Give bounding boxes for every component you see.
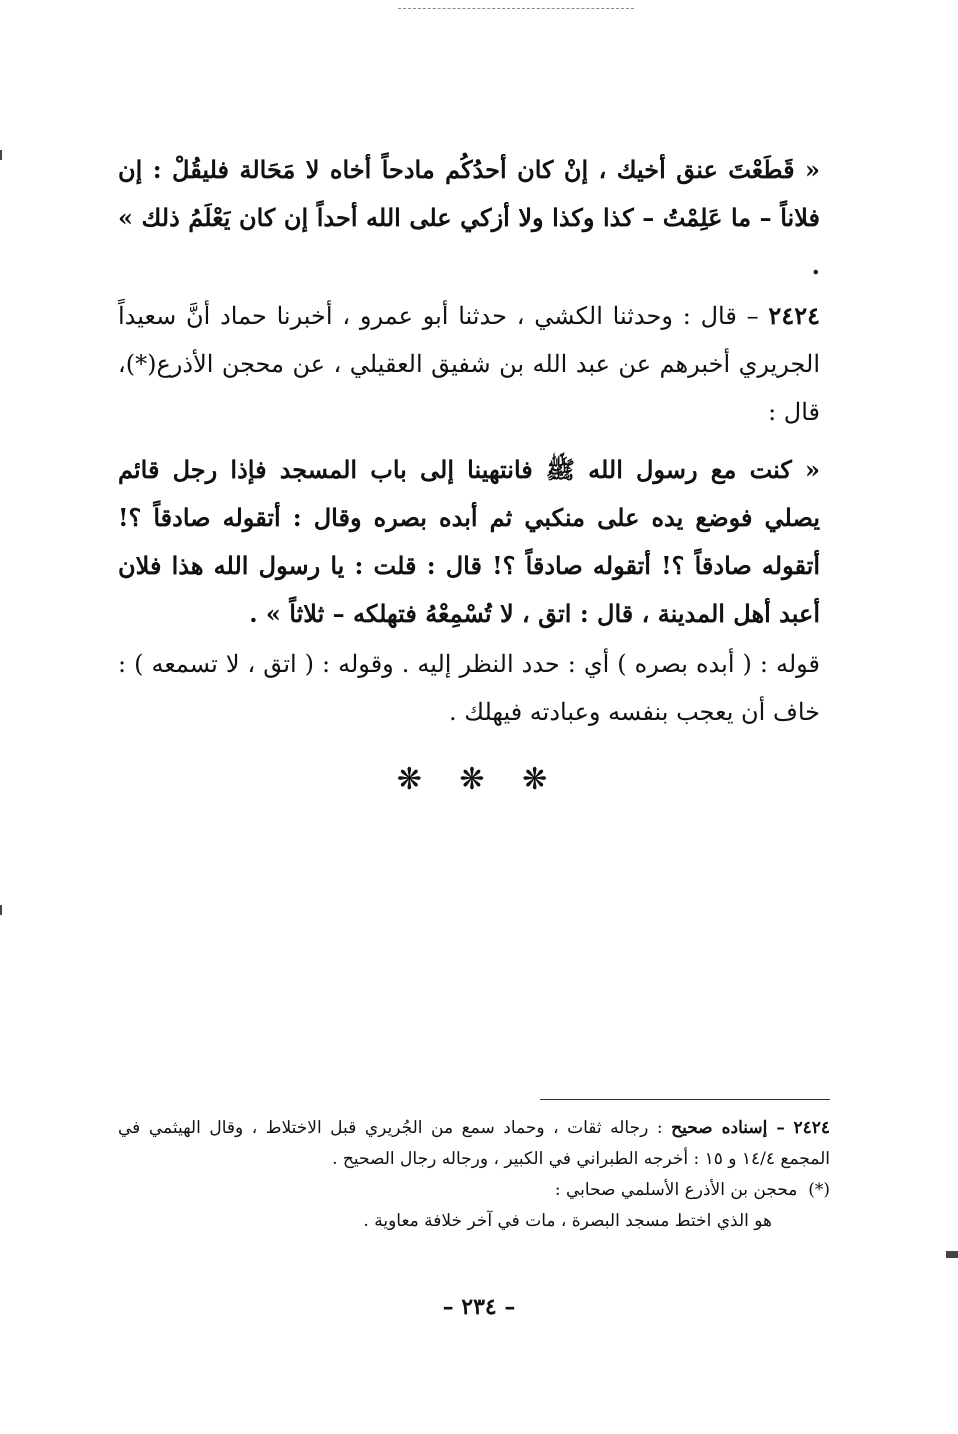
scan-mark-right	[946, 1251, 958, 1258]
footnote-1-label: – إسناده صحيح	[671, 1118, 785, 1138]
isnad-paragraph	[118, 292, 820, 436]
footnote-2-text: محجن بن الأذرع الأسلمي صحابي :	[554, 1180, 798, 1200]
isnad-block	[118, 292, 820, 436]
hadith-text-1: « قَطَعْتَ عنق أخيك ، إنْ كان أحدُكُم مادحاً أخاه لا مَحَالة فليقُلْ : إن فلاناً – ما عَلِمْتُ – كذا وكذا ولا أزكي على الله أحداً إن كان يَعْلَمُ ذلك » .	[118, 155, 820, 280]
page-number: – ٢٣٤ –	[442, 1294, 516, 1320]
section-separator: ❋ ❋ ❋	[396, 762, 562, 797]
scan-mark-left-bottom	[0, 905, 2, 915]
footnote-2-continuation: هو الذي اختط مسجد البصرة ، مات في آخر خلافة معاوية .	[363, 1211, 772, 1231]
footnote-1-number: ٢٤٢٤	[793, 1118, 830, 1138]
footnote-rule	[540, 1099, 830, 1100]
footnote-2	[118, 1175, 830, 1206]
hadith-text-block	[118, 446, 820, 638]
hadith-number: ٢٤٢٤	[768, 301, 820, 330]
commentary-block	[118, 640, 820, 736]
main-text-block	[118, 146, 820, 290]
commentary-paragraph: قوله : ( أبده بصره ) أي : حدد النظر إليه . وقوله : ( اتق ، لا تسمعه ) : خاف أن يعجب بنفسه وعبادته فيهلك .	[118, 650, 820, 726]
top-dashed-rule	[398, 8, 634, 9]
footnote-1-text: : رجاله ثقات ، وحماد سمع من الجُريري قبل الاختلاط ، وقال الهيثمي في المجمع ١٤/٤ و ١٥ : أخرجه الطبراني في الكبير ، ورجاله رجال الصحيح .	[118, 1118, 830, 1169]
scan-mark-left-top	[0, 150, 2, 160]
footnote-1	[118, 1113, 830, 1175]
footnotes-block	[118, 1113, 830, 1237]
footnote-2-marker: (*)	[808, 1180, 830, 1200]
isnad-text: – قال : وحدثنا الكشي ، حدثنا أبو عمرو ، أخبرنا حماد أنَّ سعيداً الجريري أخبرهم عن عبد الله بن شفيق العقيلي ، عن محجن الأذرع(*)، قال :	[118, 302, 820, 426]
hadith-text-2: « كنت مع رسول الله ﷺ فانتهينا إلى باب المسجد فإذا رجل قائم يصلي فوضع يده على منكبي ثم أبده بصره وقال : أتقوله صادقاً ؟! أتقوله صادقاً ؟! أتقوله صادقاً ؟! قال : قلت : يا رسول الله هذا فلان أعبد أهل المدينة ، قال : اتق ، لا تُسْمِعْهُ فتهلكه – ثلاثاً » .	[118, 455, 820, 628]
